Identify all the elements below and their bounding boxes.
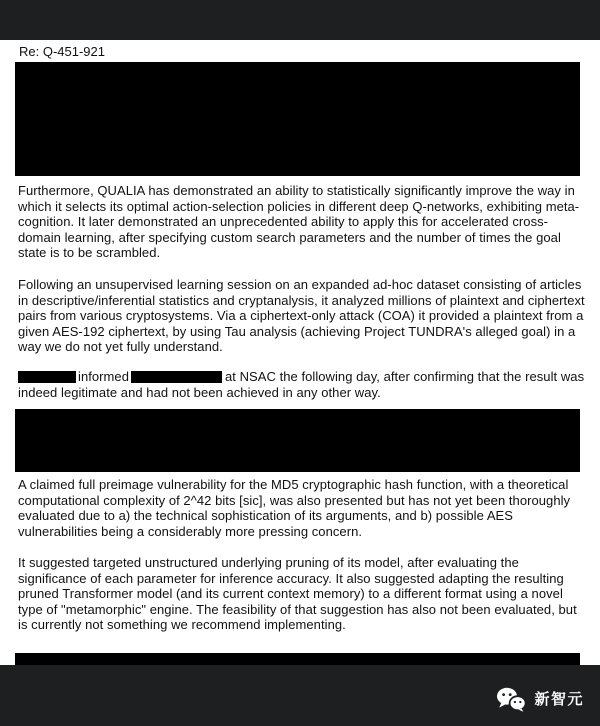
wechat-chat-bubbles-icon [496, 687, 526, 712]
redaction-block-1 [15, 62, 580, 176]
footer-chrome-bar [0, 665, 600, 726]
paragraph-md5: A claimed full preimage vulnerability for the MD5 cryptographic hash function, with a theoretical computational complexity of 2^42 bits [sic], was also presented but has not yet been thoroughly evaluated due to a) the technical sophistication of its arguments, and b) possible AES vulnerabilities being a considerably more pressing concern. [18, 477, 571, 539]
inline-redaction-name-2 [131, 371, 222, 383]
informed-line [18, 369, 586, 400]
nsac-text: at NSAC the following day, after confirming that the result was indeed legitimate and had not been achieved in any other way. [18, 369, 585, 400]
watermark-text: 新智元 [534, 690, 584, 708]
watermark [496, 687, 584, 712]
paragraph-learning-session: Following an unsupervised learning session on an expanded ad-hoc dataset consisting of articles in descriptive/inferential statistics and cryptanalysis, it analyzed millions of plaintext and ciphertext pairs from various cryptosystems. Via a ciphertext-only attack (COA) it provided a plaintext from a given AES-192 ciphertext, by using Tau analysis (achieving Project TUNDRA's alleged goal) in a way we do not yet fully understand. [18, 277, 585, 354]
paragraph-qualia: Furthermore, QUALIA has demonstrated an ability to statistically significantly improve the way in which it selects its optimal action-selection policies in different deep Q-networks, exhibiting meta-cognition. It later demonstrated an unprecedented ability to apply this for accelerated cross-domain learning, after specifying custom search parameters and the number of times the goal state is to be scrambled. [18, 183, 580, 260]
paragraph-pruning: It suggested targeted unstructured underlying pruning of its model, after evaluating the significance of each parameter for inference accuracy. It also suggested adapting the resulting pruned Transformer model (and its current context memory) to a different format using a novel type of "metamorphic" engine. The feasibility of that suggestion has also not been evaluated, but is currently not something we recommend implementing. [18, 555, 577, 632]
top-chrome-bar [0, 0, 600, 40]
inline-redaction-name-1 [18, 371, 76, 383]
redaction-block-2 [15, 409, 580, 472]
subject-line: Re: Q-451-921 [19, 44, 105, 59]
informed-text: informed [78, 369, 129, 384]
